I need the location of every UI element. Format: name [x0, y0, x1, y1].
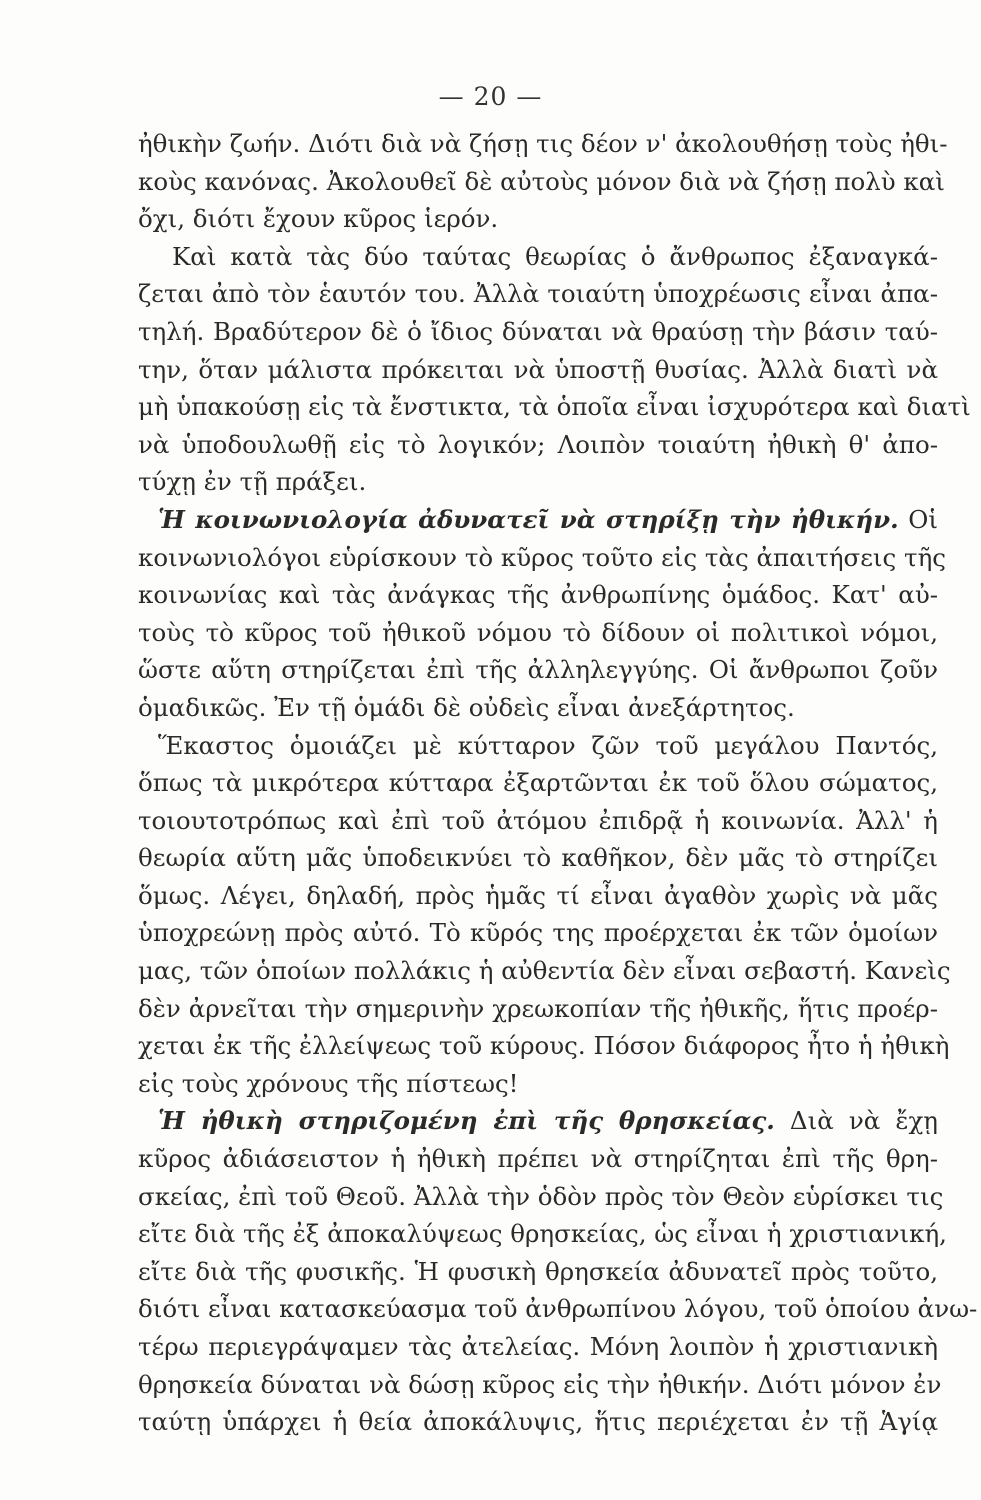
text-line: Καὶ κατὰ τὰς δύο ταύτας θεωρίας ὁ ἄνθρωπος ἐξαναγκά-: [172, 241, 938, 271]
heading-tail-text: Οἱ: [898, 504, 939, 534]
text-line: κοὺς κανόνας. Ἀκολουθεῖ δὲ αὐτοὺς μόνον διὰ νὰ ζήσῃ πολὺ καὶ: [138, 166, 945, 196]
body-text: [138, 125, 978, 1441]
paragraph: [138, 238, 971, 501]
text-line: ὄχι, διότι ἔχουν κῦρος ἱερόν.: [138, 204, 499, 234]
text-line: τύχῃ ἐν τῇ πράξει.: [138, 467, 367, 497]
text-line: τέρω περιεγράψαμεν τὰς ἀτελείας. Μόνη λοιπὸν ἡ χριστιανικὴ: [138, 1332, 938, 1361]
text-line: ὅμως. Λέγει, δηλαδή, πρὸς ἡμᾶς τί εἶναι ἀγαθὸν χωρὶς νὰ μᾶς: [138, 880, 938, 910]
text-line: δὲν ἀρνεῖται τὴν σημερινὴν χρεωκοπίαν τῆς ἠθικῆς, ἥτις προέρ-: [138, 993, 938, 1023]
text-line: εἴτε διὰ τῆς φυσικῆς. Ἡ φυσικὴ θρησκεία ἀδυνατεῖ πρὸς τοῦτο,: [138, 1256, 938, 1286]
heading-tail-text: Διὰ νὰ ἔχῃ: [774, 1106, 938, 1136]
text-line: τηλή. Βραδύτερον δὲ ὁ ἴδιος δύναται νὰ θραύσῃ τὴν βάσιν ταύ-: [138, 316, 938, 346]
paragraph: [138, 1102, 978, 1440]
text-line: ἠθικὴν ζωήν. Διότι διὰ νὰ ζήσῃ τις δέον ν' ἀκολουθήσῃ τοὺς ἠθι-: [138, 129, 948, 158]
section-heading: Ἡ ἠθικὴ στηριζομένη ἐπὶ τῆς θρησκείας.: [158, 1106, 775, 1136]
text-line: ταύτῃ ὑπάρχει ἡ θεία ἀποκάλυψις, ἥτις περιέχεται ἐν τῇ Ἁγίᾳ: [138, 1407, 938, 1437]
text-line: ὅπως τὰ μικρότερα κύτταρα ἐξαρτῶνται ἐκ τοῦ ὅλου σώματος,: [138, 768, 938, 798]
text-line: εἰς τοὺς χρόνους τῆς πίστεως!: [138, 1068, 519, 1098]
paragraph: [138, 727, 951, 1103]
text-line: διότι εἶναι κατασκεύασμα τοῦ ἀνθρωπίνου λόγου, τοῦ ὁποίου ἀνω-: [138, 1294, 978, 1324]
text-line: θρησκεία δύναται νὰ δώσῃ κῦρος εἰς τὴν ἠθικήν. Διότι μόνον ἐν: [138, 1369, 942, 1399]
text-line: [138, 501, 938, 539]
text-line: ὁμαδικῶς. Ἐν τῇ ὁμάδι δὲ οὐδεὶς εἶναι ἀνεξάρτητος.: [138, 692, 795, 722]
text-line: νὰ ὑποδουλωθῇ εἰς τὸ λογικόν; Λοιπὸν τοιαύτη ἠθικὴ θ' ἀπο-: [138, 429, 938, 459]
text-line: κοινωνίας καὶ τὰς ἀνάγκας τῆς ἀνθρωπίνης ὁμάδος. Κατ' αὐ-: [138, 580, 938, 610]
text-line: [138, 1102, 938, 1140]
text-line: την, ὅταν μάλιστα πρόκειται νὰ ὑποστῇ θυσίας. Ἀλλὰ διατὶ νὰ: [138, 354, 938, 384]
page-number: — 20 —: [438, 82, 543, 111]
paragraph: [138, 501, 946, 727]
text-line: χεται ἐκ τῆς ἐλλείψεως τοῦ κύρους. Πόσον διάφορος ἦτο ἡ ἠθικὴ: [138, 1031, 950, 1061]
text-line: τοὺς τὸ κῦρος τοῦ ἠθικοῦ νόμου τὸ δίδουν οἱ πολιτικοὶ νόμοι,: [138, 617, 938, 647]
text-line: σκείας, ἐπὶ τοῦ Θεοῦ. Ἀλλὰ τὴν ὁδὸν πρὸς τὸν Θεὸν εὑρίσκει τις: [138, 1181, 944, 1211]
text-line: ζεται ἀπὸ τὸν ἑαυτόν του. Ἀλλὰ τοιαύτη ὑποχρέωσις εἶναι ἀπα-: [138, 279, 938, 309]
section-heading: Ἡ κοινωνιολογία ἀδυνατεῖ νὰ στηρίξῃ τὴν ἠθικήν.: [158, 504, 899, 534]
paragraph: [138, 125, 948, 238]
text-line: θεωρία αὕτη μᾶς ὑποδεικνύει τὸ καθῆκον, δὲν μᾶς τὸ στηρίζει: [138, 843, 938, 873]
text-line: τοιουτοτρόπως καὶ ἐπὶ τοῦ ἀτόμου ἐπιδρᾷ ἡ κοινωνία. Ἀλλ' ἡ: [138, 805, 938, 835]
text-line: κῦρος ἀδιάσειστον ἡ ἠθικὴ πρέπει νὰ στηρίζηται ἐπὶ τῆς θρη-: [138, 1144, 938, 1174]
text-line: ὑποχρεώνῃ πρὸς αὐτό. Τὸ κῦρός της προέρχεται ἐκ τῶν ὁμοίων: [138, 918, 938, 948]
text-line: ὥστε αὕτη στηρίζεται ἐπὶ τῆς ἀλληλεγγύης. Οἱ ἄνθρωποι ζοῦν: [138, 655, 938, 685]
text-line: εἴτε διὰ τῆς ἐξ ἀποκαλύψεως θρησκείας, ὡς εἶναι ἡ χριστιανική,: [138, 1219, 947, 1249]
text-line: Ἕκαστος ὁμοιάζει μὲ κύτταρον ζῶν τοῦ μεγάλου Παντός,: [158, 730, 938, 760]
text-line: κοινωνιολόγοι εὑρίσκουν τὸ κῦρος τοῦτο εἰς τὰς ἀπαιτήσεις τῆς: [138, 542, 946, 572]
text-line: μας, τῶν ὁποίων πολλάκις ἡ αὐθεντία δὲν εἶναι σεβαστή. Κανεὶς: [138, 956, 951, 986]
text-line: μὴ ὑπακούσῃ εἰς τὰ ἔνστικτα, τὰ ὁποῖα εἶναι ἰσχυρότερα καὶ διατὶ: [138, 392, 971, 422]
